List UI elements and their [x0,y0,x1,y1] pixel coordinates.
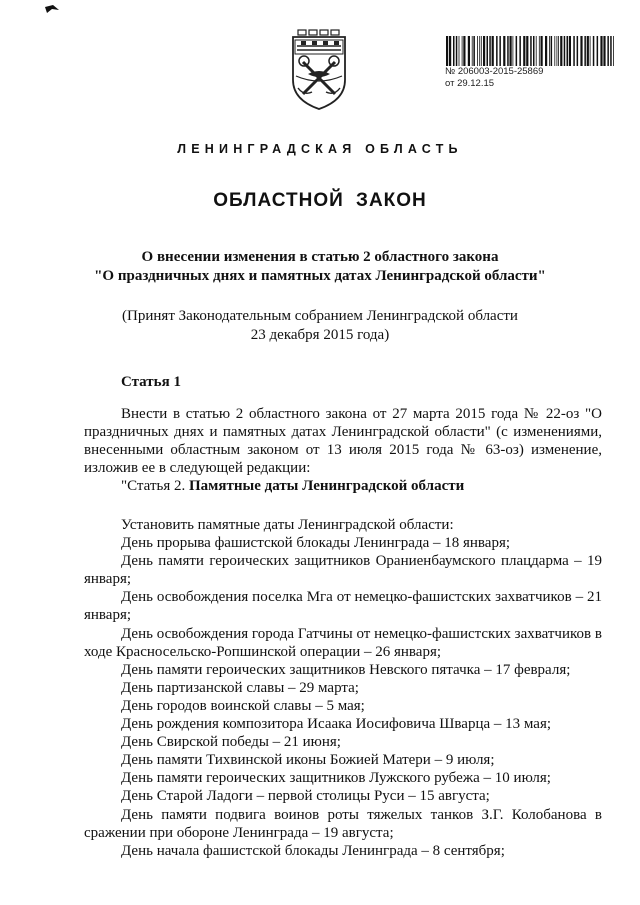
law-title [40,248,600,286]
list-item: День освобождения поселка Мга от немецко-фашистских захватчиков – 21 января; [84,589,602,624]
adoption-note [40,307,600,345]
list-item: День рождения композитора Исаака Иосифовича Шварца – 13 мая; [121,716,552,733]
adoption-note-line-2: 23 декабря 2015 года) [250,327,390,343]
list-item: День Свирской победы – 21 июня; [121,734,341,751]
list-item: День начала фашистской блокады Ленинграда – 8 сентября; [121,842,505,859]
article-intro [84,405,602,477]
list-item: День памяти подвига воинов роты тяжелых танков З.Г. Колобанова в сражении при обороне Ленинграда – 19 августа; [84,806,602,841]
coat-of-arms-icon [288,28,350,112]
list-item: День памяти Тихвинской иконы Божией Матери – 9 июля; [121,752,495,769]
section-title [121,478,464,495]
list-item: День памяти героических защитников Ораниенбаумского плацдарма – 19 января; [84,553,602,588]
section-title-text: Памятные даты Ленинградской области [188,478,465,494]
document-type-heading: ОБЛАСТНОЙ ЗАКОН [213,190,427,211]
list-item: День партизанской славы – 29 марта; [121,679,359,696]
barcode-icon [445,36,617,66]
article-intro-text: Внести в статью 2 областного закона от 27 марта 2015 года № 22-оз "О праздничных днях и памятных датах Ленинградской области" (с изменениями, внесенными областным законом от 13 июля 2015 года № 63-оз) изменение, изложив ее в следующей редакции: [84,406,602,476]
list-item: День памяти героических защитников Невского пятачка – 17 февраля; [121,661,571,678]
law-title-line-2: "О праздничных днях и памятных датах Ленинградской области" [94,268,546,284]
section-title-prefix: "Статья 2. [121,478,189,494]
establish-statement: Установить памятные даты Ленинградской области: [121,517,454,533]
article-heading: Статья 1 [121,374,181,390]
list-item: День городов воинской славы – 5 мая; [121,697,365,714]
corner-mark-icon [44,4,60,14]
list-item: День прорыва фашистской блокады Ленинграда – 18 января; [121,535,511,552]
registration-block [445,36,625,90]
adoption-note-line-1: (Принят Законодательным собранием Ленинградской области [122,308,518,324]
registration-date: от 29.12.15 [445,78,495,89]
list-item: День освобождения города Гатчины от немецко-фашистских захватчиков в ходе Красносельско-Ропшинской операции – 26 января; [84,625,602,660]
region-heading: ЛЕНИНГРАДСКАЯ ОБЛАСТЬ [177,142,463,156]
law-title-line-1: О внесении изменения в статью 2 областного закона [141,249,499,265]
list-item: День Старой Ладоги – первой столицы Руси – 15 августа; [121,788,490,805]
registration-number: № 206003-2015-25869 [445,66,544,77]
memorial-dates-list [84,516,602,860]
list-item: День памяти героических защитников Лужского рубежа – 10 июля; [121,770,551,787]
